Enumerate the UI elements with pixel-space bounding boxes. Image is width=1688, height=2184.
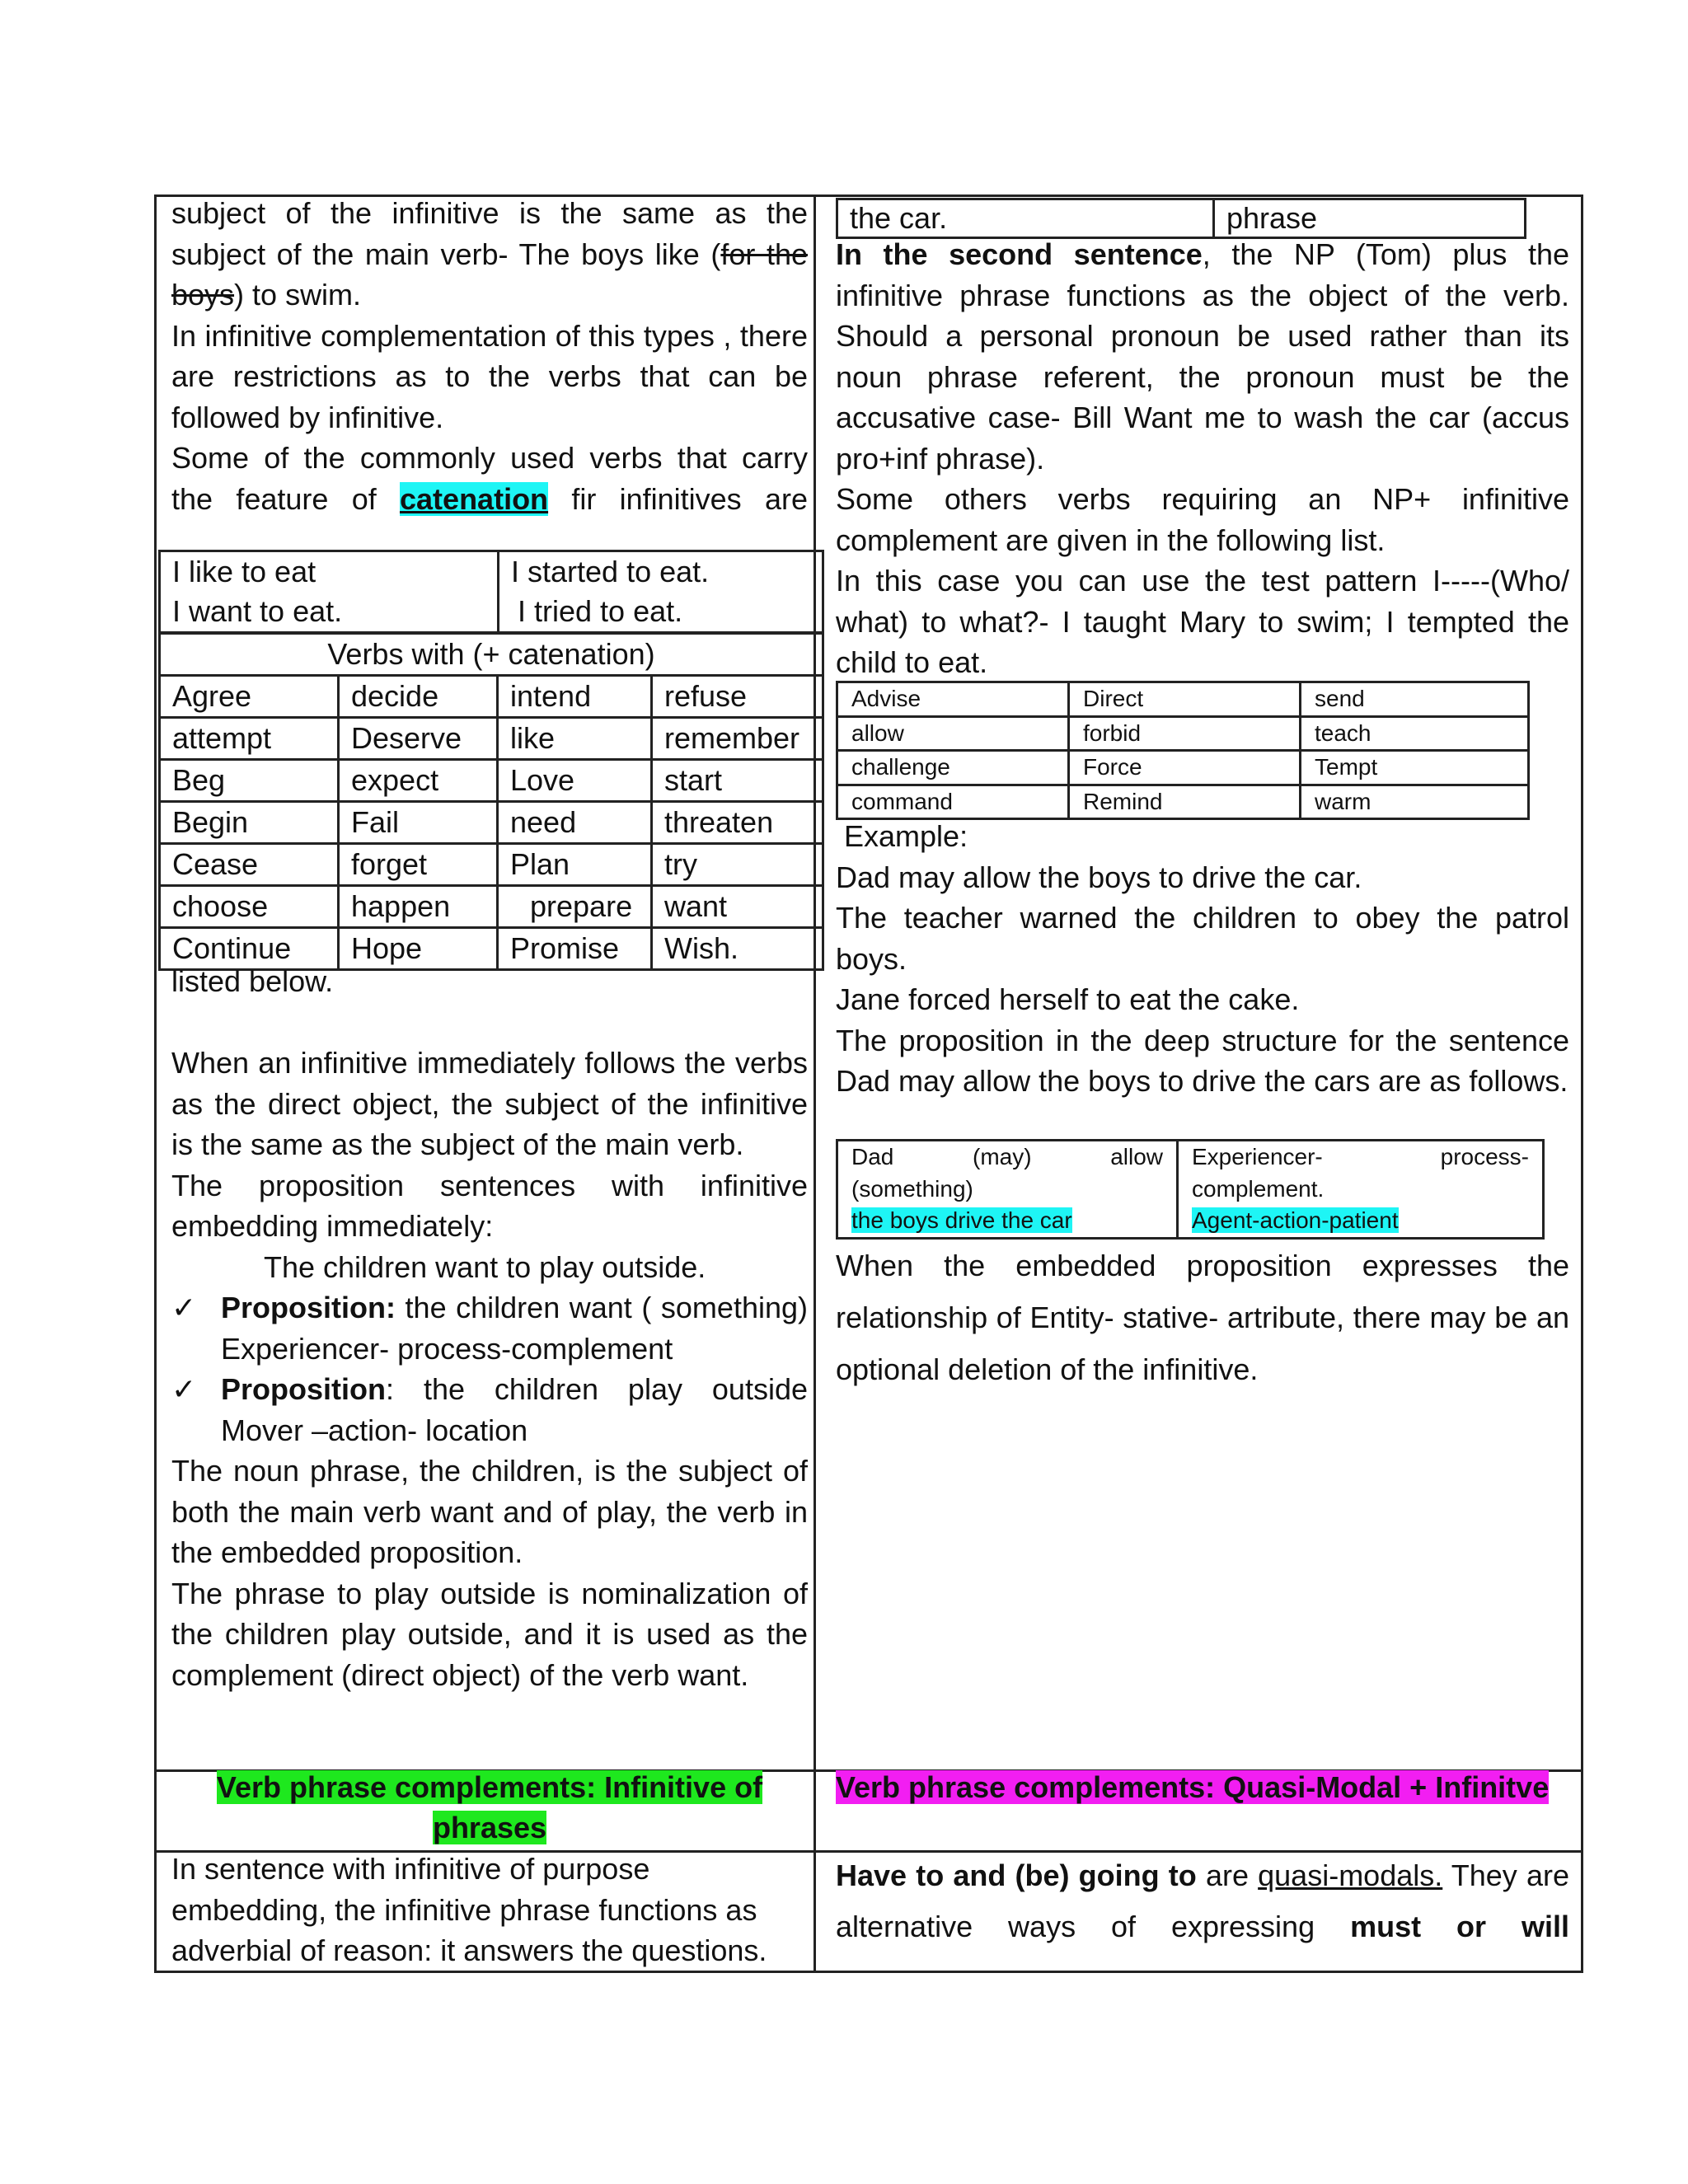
example-cell: I started to eat. I tried to eat. [499,551,823,633]
verb-cell: Tempt [1301,751,1529,785]
right-column-mid [836,816,1569,1102]
left-heading: Verb phrase complements: Infinitive of phrases [216,1770,763,1844]
table-row [160,844,823,886]
verb-cell: Plan [498,844,652,886]
table-row [837,785,1529,819]
top-cell: the car. [837,199,1214,238]
table-row [837,682,1529,717]
verb-cell: expect [339,760,498,802]
left-bottom [171,1849,798,1971]
right-ex3: Jane forced herself to eat the cake. [836,982,1300,1016]
verb-cell: threaten [652,802,823,844]
right-top-table [836,198,1526,239]
verb-cell: Advise [837,682,1069,717]
left-intro: subject of the infinitive is the same as the subject of the main verb- The boys like (for the boys) to swim. [171,196,808,312]
verb-cell: Continue [160,928,339,970]
verb-cell: warm [1301,785,1529,819]
right-bottom-text: Have to and (be) going to are quasi-modals. They are alternative ways of expressing must or will [836,1858,1569,1943]
verb-cell: challenge [837,751,1069,785]
right-p1: In the second sentence, the NP (Tom) plus the infinitive phrase functions as the object of the verb. Should a personal pronoun be used rather than its noun phrase referent, the pronoun must be the accusative case- Bill Want me to wash the car (accus pro+inf phrase). [836,237,1569,476]
left-column-lower [171,961,808,1695]
np-infinitive-verbs-table [836,681,1530,820]
verb-cell: teach [1301,716,1529,751]
verb-cell: choose [160,886,339,928]
right-p5: When the embedded proposition expresses the relationship of Entity- stative- artribute, there may be an optional deletion of the infinitive. [836,1249,1569,1386]
verb-cell: Fail [339,802,498,844]
column-divider [814,197,816,1971]
verb-cell: decide [339,676,498,718]
verb-cell: prepare [498,886,652,928]
left-para6: The noun phrase, the children, is the subject of both the main verb want and of play, the verb in the embedded proposition. [171,1454,808,1569]
table-row [837,716,1529,751]
verb-cell: command [837,785,1069,819]
table-row [160,634,823,676]
left-para3: Some of the commonly used verbs that carry the feature of catenation fir infinitives are [171,441,809,516]
verb-cell: Hope [339,928,498,970]
listed-below: listed below. [171,964,334,998]
table-row [837,1141,1544,1239]
example-sentence: The children want to play outside. [264,1249,706,1284]
verb-cell: Remind [1069,785,1301,819]
proposition-cell-1: Dad (may) allow (something) the boys drive the car [837,1141,1178,1239]
example-label: Example: [844,819,968,853]
verb-cell: need [498,802,652,844]
verb-cell: start [652,760,823,802]
right-column [836,234,1569,683]
right-p3: In this case you can use the test pattern I-----(Who/ what) to what?- I taught Mary to swim; I tempted the child to eat. [836,564,1569,679]
proposition-1: ✓ Proposition: the children want ( something) Experiencer- process-complement [171,1287,808,1369]
table-row [160,802,823,844]
table-row [160,551,823,633]
verb-cell: intend [498,676,652,718]
verb-cell: remember [652,718,823,760]
verb-cell: Love [498,760,652,802]
left-para5: The proposition sentences with infinitive embedding immediately: [171,1168,808,1243]
verb-cell: forget [339,844,498,886]
left-para2: In infinitive complementation of this types , there are restrictions as to the verbs that can be followed by infinitive. [171,318,808,434]
right-ex1: Dad may allow the boys to drive the car. [836,860,1362,894]
checkmark-icon: ✓ [171,1372,197,1406]
table-row [837,751,1529,785]
right-heading: Verb phrase complements: Quasi-Modal + Infinitve [836,1770,1550,1804]
verb-cell: allow [837,716,1069,751]
verb-cell: want [652,886,823,928]
catenation-keyword: catenation [400,481,549,516]
verb-cell: Agree [160,676,339,718]
right-ex2: The teacher warned the children to obey the patrol boys. [836,901,1569,976]
table-row [837,199,1526,238]
verb-cell: Begin [160,802,339,844]
verb-cell: Wish. [652,928,823,970]
left-bottom-text: In sentence with infinitive of purpose embedding, the infinitive phrase functions as adverbial of reason: it answers the questions. [171,1852,767,1967]
catenation-verbs-table [158,632,824,971]
right-p4: The proposition in the deep structure for the sentence Dad may allow the boys to drive the cars are as follows. [836,1023,1569,1098]
example-cell: I like to eat I want to eat. [160,551,499,633]
table-row [160,676,823,718]
verb-cell: refuse [652,676,823,718]
verb-cell: Force [1069,751,1301,785]
verb-cell: Deserve [339,718,498,760]
proposition-2: ✓ Proposition: the children play outside Mover –action- location [171,1369,808,1451]
left-para7: The phrase to play outside is nominalization of the children play outside, and it is used as the complement (direct object) of the verb want. [171,1576,808,1692]
checkmark-icon: ✓ [171,1291,197,1324]
table-row [160,886,823,928]
verb-cell: Beg [160,760,339,802]
table-row [160,760,823,802]
verb-cell: happen [339,886,498,928]
verb-cell: Direct [1069,682,1301,717]
verb-cell: Cease [160,844,339,886]
proposition-table [836,1139,1545,1240]
verbs-header: Verbs with (+ catenation) [160,634,823,676]
right-column-lower [836,1240,1569,1395]
verb-cell: attempt [160,718,339,760]
proposition-cell-2: Experiencer- process- complement. Agent-action-patient [1178,1141,1544,1239]
left-para4: When an infinitive immediately follows the verbs as the direct object, the subject of the infinitive is the same as the subject of the main verb. [171,1046,808,1161]
verb-cell: try [652,844,823,886]
verb-cell: send [1301,682,1529,717]
top-cell: phrase [1214,199,1526,238]
verb-cell: forbid [1069,716,1301,751]
right-bottom [836,1850,1569,1952]
left-column [171,193,808,519]
right-p2: Some others verbs requiring an NP+ infinitive complement are given in the following list. [836,482,1569,557]
verb-cell: like [498,718,652,760]
verb-cell: Promise [498,928,652,970]
examples-table [158,550,824,634]
table-row [160,718,823,760]
